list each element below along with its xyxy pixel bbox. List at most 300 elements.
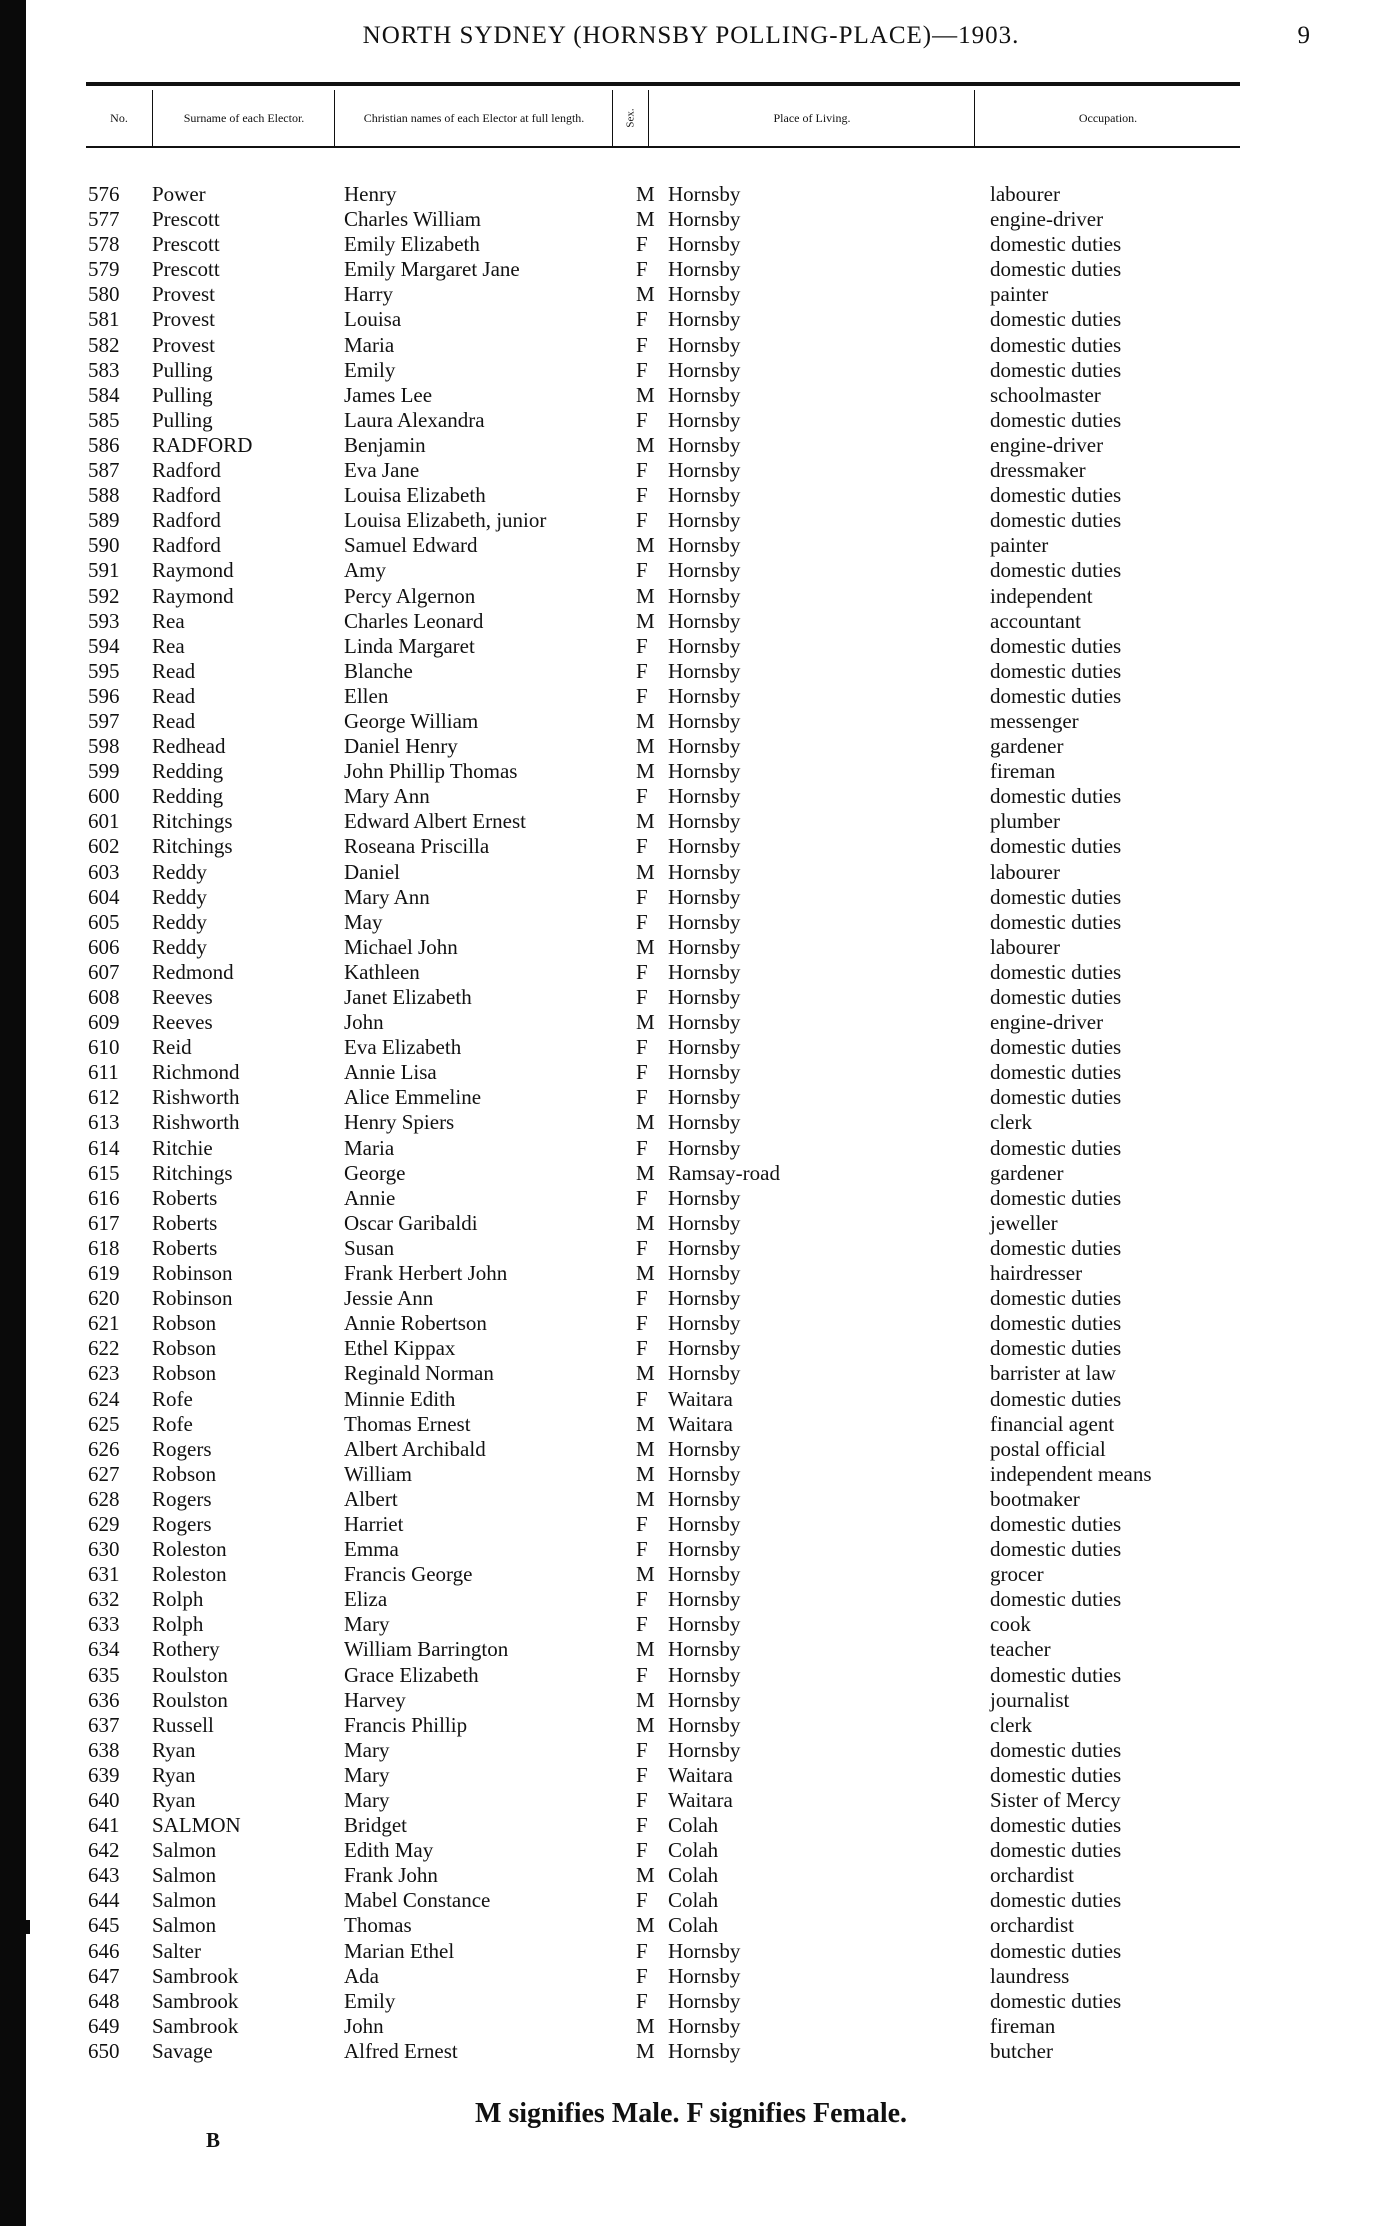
elector-no: 597 xyxy=(88,708,120,733)
elector-no: 599 xyxy=(88,759,120,784)
elector-place: Hornsby xyxy=(668,608,741,633)
table-row xyxy=(0,282,1382,307)
elector-surname: Salmon xyxy=(152,1913,217,1938)
elector-place: Hornsby xyxy=(668,1461,741,1486)
elector-sex: F xyxy=(636,1511,648,1536)
elector-surname: Rogers xyxy=(152,1511,212,1536)
elector-surname: Rea xyxy=(152,633,185,658)
elector-no: 631 xyxy=(88,1562,120,1587)
elector-sex: M xyxy=(636,859,655,884)
elector-sex: M xyxy=(636,583,655,608)
elector-surname: Robson xyxy=(152,1361,217,1386)
elector-sex: F xyxy=(636,834,648,859)
elector-surname: Ryan xyxy=(152,1737,196,1762)
elector-occupation: bootmaker xyxy=(990,1486,1080,1511)
elector-surname: Ritchings xyxy=(152,809,233,834)
elector-place: Hornsby xyxy=(668,1562,741,1587)
elector-no: 634 xyxy=(88,1637,120,1662)
elector-christian-names: Eva Elizabeth xyxy=(344,1035,462,1060)
elector-place: Colah xyxy=(668,1838,719,1863)
elector-no: 587 xyxy=(88,458,120,483)
elector-place: Hornsby xyxy=(668,859,741,884)
elector-sex: F xyxy=(636,307,648,332)
elector-sex: F xyxy=(636,909,648,934)
elector-place: Hornsby xyxy=(668,1486,741,1511)
elector-occupation: engine-driver xyxy=(990,432,1104,457)
elector-sex: F xyxy=(636,1838,648,1863)
elector-sex: F xyxy=(636,232,648,257)
elector-occupation: clerk xyxy=(990,1110,1032,1135)
table-row xyxy=(0,533,1382,558)
elector-occupation: labourer xyxy=(990,934,1060,959)
elector-no: 589 xyxy=(88,508,120,533)
elector-surname: Rogers xyxy=(152,1486,212,1511)
elector-place: Hornsby xyxy=(668,683,741,708)
elector-christian-names: Louisa xyxy=(344,307,402,332)
elector-surname: Salmon xyxy=(152,1863,217,1888)
elector-place: Hornsby xyxy=(668,1637,741,1662)
elector-surname: Rishworth xyxy=(152,1085,240,1110)
elector-occupation: orchardist xyxy=(990,1863,1074,1888)
elector-christian-names: Mary xyxy=(344,1762,390,1787)
table-row xyxy=(0,383,1382,408)
elector-sex: F xyxy=(636,508,648,533)
elector-occupation: painter xyxy=(990,282,1049,307)
table-row xyxy=(0,1964,1382,1989)
elector-christian-names: John xyxy=(344,2013,384,2038)
elector-occupation: Sister of Mercy xyxy=(990,1788,1121,1812)
elector-surname: Rogers xyxy=(152,1436,212,1461)
elector-christian-names: Mary xyxy=(344,1612,390,1637)
elector-place: Hornsby xyxy=(668,1235,741,1260)
elector-surname: Roulston xyxy=(152,1662,228,1687)
elector-place: Colah xyxy=(668,1863,719,1888)
elector-sex: F xyxy=(636,458,648,483)
elector-occupation: domestic duties xyxy=(990,784,1122,809)
elector-place: Hornsby xyxy=(668,307,741,332)
elector-surname: Roberts xyxy=(152,1210,218,1235)
elector-sex: F xyxy=(636,633,648,658)
elector-no: 633 xyxy=(88,1612,120,1637)
elector-surname: Radford xyxy=(152,458,221,483)
elector-place: Colah xyxy=(668,1888,719,1913)
elector-no: 603 xyxy=(88,859,120,884)
elector-christian-names: Samuel Edward xyxy=(344,533,478,558)
elector-place: Hornsby xyxy=(668,382,741,407)
elector-sex: F xyxy=(636,332,648,357)
elector-occupation: accountant xyxy=(990,608,1081,633)
elector-occupation: jeweller xyxy=(990,1210,1058,1235)
elector-no: 621 xyxy=(88,1311,120,1336)
table-row xyxy=(0,1110,1382,1135)
elector-place: Hornsby xyxy=(668,182,741,206)
elector-surname: Provest xyxy=(152,332,215,357)
elector-sex: F xyxy=(636,884,648,909)
elector-christian-names: George xyxy=(344,1160,406,1185)
elector-sex: F xyxy=(636,1235,648,1260)
elector-no: 605 xyxy=(88,909,120,934)
elector-surname: Salmon xyxy=(152,1888,217,1913)
elector-christian-names: May xyxy=(344,909,383,934)
elector-christian-names: Edward Albert Ernest xyxy=(344,809,526,834)
elector-sex: M xyxy=(636,1411,655,1436)
table-row xyxy=(0,1286,1382,1311)
elector-occupation: grocer xyxy=(990,1562,1044,1587)
elector-christian-names: Mary Ann xyxy=(344,884,430,909)
elector-occupation: postal official xyxy=(990,1436,1106,1461)
table-row xyxy=(0,1989,1382,2014)
elector-sex: F xyxy=(636,1938,648,1963)
elector-no: 609 xyxy=(88,1010,120,1035)
elector-place: Hornsby xyxy=(668,909,741,934)
elector-sex: M xyxy=(636,2013,655,2038)
table-row xyxy=(0,433,1382,458)
elector-occupation: domestic duties xyxy=(990,1662,1122,1687)
elector-no: 639 xyxy=(88,1762,120,1787)
elector-place: Hornsby xyxy=(668,658,741,683)
table-row xyxy=(0,659,1382,684)
elector-place: Hornsby xyxy=(668,884,741,909)
elector-sex: F xyxy=(636,959,648,984)
elector-place: Hornsby xyxy=(668,533,741,558)
elector-surname: Robson xyxy=(152,1311,217,1336)
elector-sex: F xyxy=(636,1537,648,1562)
elector-surname: Rothery xyxy=(152,1637,220,1662)
elector-occupation: engine-driver xyxy=(990,1010,1104,1035)
elector-occupation: messenger xyxy=(990,708,1079,733)
elector-place: Hornsby xyxy=(668,1110,741,1135)
elector-place: Hornsby xyxy=(668,834,741,859)
elector-sex: M xyxy=(636,734,655,759)
elector-surname: Ryan xyxy=(152,1762,196,1787)
elector-place: Hornsby xyxy=(668,1311,741,1336)
elector-sex: M xyxy=(636,382,655,407)
elector-place: Hornsby xyxy=(668,458,741,483)
elector-christian-names: Edith May xyxy=(344,1838,434,1863)
elector-christian-names: Ellen xyxy=(344,683,389,708)
elector-no: 612 xyxy=(88,1085,120,1110)
elector-place: Hornsby xyxy=(668,1261,741,1286)
elector-occupation: domestic duties xyxy=(990,307,1122,332)
elector-occupation: domestic duties xyxy=(990,909,1122,934)
table-row xyxy=(0,1060,1382,1085)
elector-place: Waitara xyxy=(668,1762,733,1787)
elector-surname: Reddy xyxy=(152,859,207,884)
elector-no: 641 xyxy=(88,1813,120,1838)
elector-christian-names: Alfred Ernest xyxy=(344,2038,458,2063)
elector-christian-names: Henry xyxy=(344,182,397,206)
elector-no: 600 xyxy=(88,784,120,809)
table-row xyxy=(0,1387,1382,1412)
elector-occupation: domestic duties xyxy=(990,683,1122,708)
elector-occupation: domestic duties xyxy=(990,1235,1122,1260)
elector-sex: M xyxy=(636,1361,655,1386)
elector-surname: Ryan xyxy=(152,1788,196,1812)
elector-christian-names: William xyxy=(344,1461,412,1486)
elector-no: 583 xyxy=(88,357,120,382)
table-row xyxy=(0,1838,1382,1863)
table-row xyxy=(0,1913,1382,1938)
elector-sex: F xyxy=(636,1386,648,1411)
elector-occupation: domestic duties xyxy=(990,834,1122,859)
elector-no: 577 xyxy=(88,207,120,232)
elector-no: 623 xyxy=(88,1361,120,1386)
elector-christian-names: Mary xyxy=(344,1737,390,1762)
elector-occupation: painter xyxy=(990,533,1049,558)
elector-christian-names: Alice Emmeline xyxy=(344,1085,482,1110)
table-row xyxy=(0,935,1382,960)
elector-sex: M xyxy=(636,533,655,558)
elector-christian-names: Frank John xyxy=(344,1863,438,1888)
elector-no: 585 xyxy=(88,407,120,432)
elector-surname: Read xyxy=(152,683,196,708)
elector-christian-names: Jessie Ann xyxy=(344,1286,434,1311)
elector-christian-names: John Phillip Thomas xyxy=(344,759,518,784)
elector-no: 580 xyxy=(88,282,120,307)
elector-place: Hornsby xyxy=(668,1687,741,1712)
elector-no: 624 xyxy=(88,1386,120,1411)
elector-no: 648 xyxy=(88,1988,120,2013)
elector-place: Hornsby xyxy=(668,1185,741,1210)
elector-sex: M xyxy=(636,1110,655,1135)
elector-occupation: domestic duties xyxy=(990,985,1122,1009)
elector-sex: F xyxy=(636,683,648,708)
elector-occupation: financial agent xyxy=(990,1411,1115,1436)
table-row xyxy=(0,1211,1382,1236)
elector-occupation: domestic duties xyxy=(990,1762,1122,1787)
header-rule-top xyxy=(86,82,1240,86)
elector-place: Hornsby xyxy=(668,1060,741,1085)
elector-place: Hornsby xyxy=(668,1988,741,2013)
elector-sex: F xyxy=(636,1035,648,1060)
elector-surname: Pulling xyxy=(152,382,213,407)
table-row xyxy=(0,1035,1382,1060)
elector-sex: M xyxy=(636,759,655,784)
elector-occupation: butcher xyxy=(990,2038,1053,2063)
table-row xyxy=(0,885,1382,910)
elector-sex: M xyxy=(636,1863,655,1888)
table-row xyxy=(0,1462,1382,1487)
elector-christian-names: Annie Robertson xyxy=(344,1311,487,1336)
table-row xyxy=(0,1236,1382,1261)
elector-sex: M xyxy=(636,608,655,633)
elector-sex: F xyxy=(636,1762,648,1787)
elector-christian-names: Daniel xyxy=(344,859,400,884)
elector-occupation: domestic duties xyxy=(990,1938,1122,1963)
elector-no: 602 xyxy=(88,834,120,859)
elector-surname: SALMON xyxy=(152,1813,241,1838)
elector-place: Hornsby xyxy=(668,985,741,1009)
elector-christian-names: Percy Algernon xyxy=(344,583,476,608)
elector-sex: F xyxy=(636,1612,648,1637)
elector-occupation: gardener xyxy=(990,734,1064,759)
table-row xyxy=(0,1813,1382,1838)
elector-occupation: schoolmaster xyxy=(990,382,1101,407)
elector-occupation: domestic duties xyxy=(990,257,1122,282)
elector-sex: F xyxy=(636,658,648,683)
col-header-sex-label: Sex. xyxy=(625,108,637,128)
elector-surname: Raymond xyxy=(152,583,234,608)
elector-place: Waitara xyxy=(668,1788,733,1812)
elector-place: Hornsby xyxy=(668,1361,741,1386)
elector-place: Hornsby xyxy=(668,1587,741,1612)
elector-surname: Salmon xyxy=(152,1838,217,1863)
elector-christian-names: Minnie Edith xyxy=(344,1386,456,1411)
elector-surname: Rea xyxy=(152,608,185,633)
elector-christian-names: Ada xyxy=(344,1963,379,1988)
table-row xyxy=(0,734,1382,759)
elector-no: 637 xyxy=(88,1712,120,1737)
elector-surname: Sambrook xyxy=(152,2013,239,2038)
elector-christian-names: Emily Elizabeth xyxy=(344,232,480,257)
elector-no: 594 xyxy=(88,633,120,658)
elector-place: Hornsby xyxy=(668,1436,741,1461)
elector-occupation: domestic duties xyxy=(990,1386,1122,1411)
elector-christian-names: Emily xyxy=(344,1988,396,2013)
elector-occupation: domestic duties xyxy=(990,959,1122,984)
elector-occupation: domestic duties xyxy=(990,1085,1122,1110)
elector-christian-names: Daniel Henry xyxy=(344,734,458,759)
table-row xyxy=(0,834,1382,859)
elector-surname: Rolph xyxy=(152,1587,204,1612)
table-row xyxy=(0,1136,1382,1161)
elector-sex: M xyxy=(636,1210,655,1235)
elector-surname: Provest xyxy=(152,307,215,332)
elector-occupation: engine-driver xyxy=(990,207,1104,232)
elector-surname: Prescott xyxy=(152,257,220,282)
elector-surname: Robinson xyxy=(152,1286,233,1311)
elector-christian-names: Oscar Garibaldi xyxy=(344,1210,478,1235)
elector-sex: F xyxy=(636,1135,648,1160)
table-row xyxy=(0,1713,1382,1738)
elector-sex: F xyxy=(636,1813,648,1838)
elector-surname: Robson xyxy=(152,1461,217,1486)
elector-christian-names: Amy xyxy=(344,558,386,583)
elector-no: 576 xyxy=(88,182,120,206)
table-row xyxy=(0,257,1382,282)
elector-no: 616 xyxy=(88,1185,120,1210)
elector-occupation: domestic duties xyxy=(990,483,1122,508)
elector-surname: Read xyxy=(152,708,196,733)
elector-place: Hornsby xyxy=(668,2013,741,2038)
elector-occupation: domestic duties xyxy=(990,1060,1122,1085)
elector-sex: M xyxy=(636,809,655,834)
table-row xyxy=(0,1261,1382,1286)
elector-occupation: domestic duties xyxy=(990,1587,1122,1612)
elector-place: Colah xyxy=(668,1813,719,1838)
table-row xyxy=(0,1587,1382,1612)
elector-surname: Provest xyxy=(152,282,215,307)
elector-christian-names: Emily xyxy=(344,357,396,382)
elector-surname: Ritchings xyxy=(152,834,233,859)
elector-christian-names: Laura Alexandra xyxy=(344,407,485,432)
sex-legend-note: M signifies Male. F signifies Female. xyxy=(474,2098,908,2129)
elector-sex: M xyxy=(636,708,655,733)
elector-occupation: fireman xyxy=(990,759,1056,784)
page-title: NORTH SYDNEY (HORNSBY POLLING-PLACE)—1903. xyxy=(362,22,1020,49)
elector-occupation: independent xyxy=(990,583,1093,608)
table-row xyxy=(0,2039,1382,2064)
elector-no: 610 xyxy=(88,1035,120,1060)
elector-christian-names: Emma xyxy=(344,1537,399,1562)
elector-no: 626 xyxy=(88,1436,120,1461)
elector-surname: Redding xyxy=(152,784,224,809)
elector-christian-names: Louisa Elizabeth, junior xyxy=(344,508,547,533)
elector-no: 635 xyxy=(88,1662,120,1687)
elector-place: Ramsay-road xyxy=(668,1160,780,1185)
elector-christian-names: John xyxy=(344,1010,384,1035)
elector-sex: M xyxy=(636,934,655,959)
elector-surname: Roberts xyxy=(152,1235,218,1260)
elector-no: 614 xyxy=(88,1135,120,1160)
table-row xyxy=(0,1186,1382,1211)
elector-sex: F xyxy=(636,1085,648,1110)
col-header-place: Place of Living. xyxy=(648,90,975,146)
elector-christian-names: Reginald Norman xyxy=(344,1361,494,1386)
elector-place: Hornsby xyxy=(668,1035,741,1060)
elector-surname: Rofe xyxy=(152,1411,193,1436)
elector-sex: F xyxy=(636,1185,648,1210)
elector-christian-names: James Lee xyxy=(344,382,433,407)
elector-sex: M xyxy=(636,1436,655,1461)
elector-occupation: domestic duties xyxy=(990,1737,1122,1762)
elector-surname: Reeves xyxy=(152,985,213,1009)
elector-no: 611 xyxy=(88,1060,119,1085)
page-number: 9 xyxy=(1297,22,1310,49)
elector-occupation: hairdresser xyxy=(990,1261,1083,1286)
table-row xyxy=(0,1888,1382,1913)
elector-no: 650 xyxy=(88,2038,120,2063)
elector-place: Hornsby xyxy=(668,558,741,583)
table-row xyxy=(0,609,1382,634)
elector-place: Hornsby xyxy=(668,1712,741,1737)
elector-place: Hornsby xyxy=(668,257,741,282)
elector-place: Hornsby xyxy=(668,1737,741,1762)
elector-no: 619 xyxy=(88,1261,120,1286)
elector-christian-names: Linda Margaret xyxy=(344,633,475,658)
elector-christian-names: William Barrington xyxy=(344,1637,509,1662)
table-row xyxy=(0,408,1382,433)
elector-place: Hornsby xyxy=(668,1537,741,1562)
table-row xyxy=(0,1010,1382,1035)
elector-place: Colah xyxy=(668,1913,719,1938)
elector-no: 601 xyxy=(88,809,120,834)
table-row xyxy=(0,1688,1382,1713)
elector-surname: Prescott xyxy=(152,232,220,257)
elector-christian-names: Emily Margaret Jane xyxy=(344,257,520,282)
table-row xyxy=(0,709,1382,734)
elector-christian-names: Thomas Ernest xyxy=(344,1411,471,1436)
elector-place: Hornsby xyxy=(668,1336,741,1361)
elector-place: Hornsby xyxy=(668,1286,741,1311)
elector-sex: F xyxy=(636,558,648,583)
elector-no: 615 xyxy=(88,1160,120,1185)
elector-no: 596 xyxy=(88,683,120,708)
elector-place: Hornsby xyxy=(668,934,741,959)
elector-surname: Russell xyxy=(152,1712,214,1737)
elector-christian-names: Charles Leonard xyxy=(344,608,484,633)
elector-occupation: plumber xyxy=(990,809,1060,834)
elector-place: Hornsby xyxy=(668,432,741,457)
signature-mark: B xyxy=(206,2128,221,2152)
elector-place: Hornsby xyxy=(668,759,741,784)
elector-sex: F xyxy=(636,483,648,508)
col-header-no: No. xyxy=(110,111,128,125)
table-row xyxy=(0,1637,1382,1662)
table-row xyxy=(0,2014,1382,2039)
table-row xyxy=(0,1738,1382,1763)
elector-occupation: domestic duties xyxy=(990,884,1122,909)
